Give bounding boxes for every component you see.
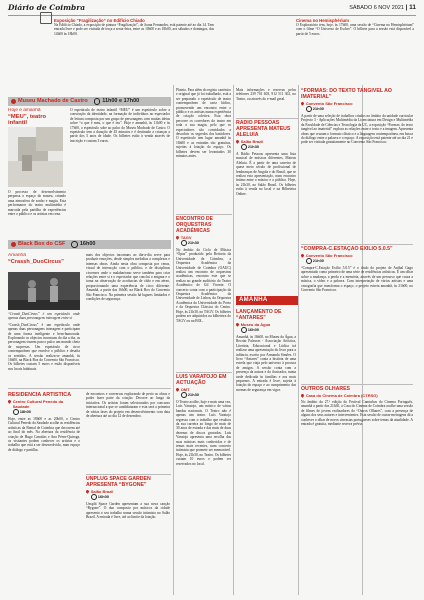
exposicao-brief [54, 18, 214, 68]
section-divider [8, 388, 171, 389]
outros-venue: Casa do Cinema de Coimbra (CTRSG) [301, 393, 413, 398]
event-bar-museu: Museu Machado de Castro 11h00 e 17h00 [8, 97, 171, 106]
cinema-text: O Exploratório tem, hoje, às 17h00, uma sessão de “Cinema no Hemisphérium” com o filme “O Universo de Escher”. O bilhete para a sessão está disponível a partir de 5 euros. [296, 23, 414, 36]
residencia-article: RESIDÊNCIA ARTÍSTICA Centro Cultural Penedo da Saudade 18h00 Hoje, entre as 18h00 e as 20h00, o Centro Cultural Penedo da Saudade acolhe as residências artísticas da Bienal de Coimbra que decorrem até ao final do mês. Na abertura da residência de criação de Hugo Canoilas e Ana Pérez-Quiroga, os visitantes podem conhecer os artistas e o trabalho que está a ser desenvolvido, num espaço de diálogo e partilha. [8, 392, 80, 452]
meu-text: O espetáculo de teatro infantil “MEU” é um espetáculo sobre a construção da identidade, na formação de indivíduos no espectador de leitura composta por um grupo de personagens com muitas ideias sobre “o que é meu, o que é teu”. Hoje e amanhã, às 11h00 e às 17h00, o espetáculo sobe ao palco do Museu Machado de Castro. O espetáculo tem a duração de 45 minutos e é destinado a crianças a partir dos 3 anos de idade. Os bilhetes estão à venda através de inscrição e custam 3 euros. [70, 108, 170, 143]
meu-text-left: O processo de desenvolvimento perpassa o espaço do museu, criando uma atmosfera de sonho e magia. Esta performance do teatro multimédia é marcada pela partilha de experiências entre o público e os artistas em cena. [8, 190, 66, 217]
clock-icon [13, 409, 19, 415]
mais-info-text: Mais informações e reservas pelos telefones 239 701 603, 912 511 302, no Teatro, ou através do e-mail geral. [236, 88, 296, 101]
circus-caption-text: “Crassh_DuoCircus” é um espetáculo onde apenas duas personagens interagem entre si “Crassh_DuoCircus” é um espetáculo onde apenas duas personagens interagem e participam de uma forma inteligente e bem-humorada. Explorando os objectos incomuns do dia a dia, as personagens trazem para o palco um mundo cheio de surpresas. Um espetáculo de circo contemporâneo que envolve o público e desafia os sentidos. A sessão realiza-se amanhã, às 16h00, na Black Box do Convento São Francisco. Os bilhetes custam 5 euros e estão disponíveis nos locais habituais. [8, 312, 80, 371]
outros-article: OUTROS OLHARES Casa do Cinema de Coimbra (CTRSG) No âmbito da 27.ª edição do Festival Caminhos do Cinema Português, amanhã a partir das 21h30, a Casa do Cinema de Coimbra acolhe uma sessão de filmes de jovens realizadores do “Outros Olhares”, com a presença de alguns dos seus autores e intervenientes. Esta sessão de curtas-metragens dá a conhecer o olhar de novos cineastas portugueses sobre temas da atualidade. A entrada é gratuita, mediante reserva prévia. [301, 386, 413, 427]
clock-icon [71, 241, 78, 248]
column-divider [298, 85, 299, 595]
location-icon [11, 242, 16, 247]
plateia-text: Plateia. Para além do registo canónico e original que já foi trabalhado, está a ser preparado o espetáculo de teatro contemporâneo de cariz lúdico, promovendo um encontro entre o público e os artistas numa experiência de criação coletiva. Esta obra percorre os corredores do teatro em toda a sua magia, pelo que os espectadores são convidados a descobrir os segredos dos bastidores. O espetáculo tem lugar amanhã às 16h00 e as entradas são gratuitas, sujeitas à lotação do espaço. Os bilhetes devem ser levantados 30 minutos antes. [176, 88, 231, 159]
compra-venue: Convento São Francisco 21h00 [301, 253, 413, 264]
formas-venue: Convento São Francisco 21h00 [301, 101, 413, 112]
location-pin-icon [176, 235, 180, 240]
cinema-brief [296, 18, 414, 78]
circus-heading: Amanhã “Crassh_DuoCircus” [8, 253, 64, 265]
section-divider [236, 118, 298, 119]
formas-article: “FORMAS: DO TEXTO TANGÍVEL AO IMATERIAL” Convento São Francisco 21h00 A partir de uma seleção de trabalhos criados no âmbito da unidade curricular Projecto 3 - Aplicações Multimédia da Licenciatura em Design e Multimédia da Faculdade de Ciências e Tecnologia da UC, a exposição “Formas: do texto tangível ao imaterial” explora as relações entre o texto e a imagem. Apresenta obras que cruzam o formato clássico e a linguagem contemporânea, em busca do diálogo entre a palavra e o espaço. A exposição está patente até ao dia 21 e pode ser visitada gratuitamente no Convento São Francisco. [301, 88, 413, 145]
masthead-logo: Diário de Coimbra [8, 3, 86, 12]
exposicao-title: Exposição “Fragilização” no Edifício Chiado [54, 18, 145, 23]
clock-icon [181, 392, 187, 398]
cinema-title: Cinema no Hemisphérium [296, 18, 350, 23]
unplug-article: UNPLUG SPACE GARDEN APRESENTA “BYGONE” Salão Brazil 16h00 Unsplit Space Garden apresentam a sua nova canção “Bygone”. O duo composto por músicos da cidade apresenta o seu trabalho numa sessão intimista no Salão Brazil. A entrada é livre, até ao limite da lotação. [86, 476, 170, 520]
residencia-text-right: de encontros e conversas explorando de perto as obras e poder fazer parte da criação. Decorre ao longo da iniciativa. Os artistas foram selecionados por concurso internacional a que se candidataram e esta será a primeira de várias fases do projeto em desenvolvimento com data de abertura até ao dia 12 de dezembro. [86, 392, 170, 419]
location-icon [11, 99, 16, 104]
masthead [8, 3, 416, 16]
meu-heading: Hoje e amanhã “MEU”, teatro infantil [8, 108, 47, 126]
column-divider [233, 85, 234, 595]
clock-icon [241, 327, 247, 333]
location-pin-icon [236, 139, 240, 144]
clock-icon [306, 258, 312, 264]
section-divider [176, 214, 232, 215]
section-divider [176, 372, 232, 373]
lancamento-venue: Museu da Água 16h00 [236, 322, 296, 333]
section-divider [301, 244, 413, 245]
column-divider [173, 85, 174, 595]
section-divider [301, 384, 413, 385]
circus-text-right: mais dos objectos incomuns ao dia-a-dia serve para produzir emoções, desde simples melodias a complexas e intensas obras. Ainda nesta obra composta por cenas, visual de interacção com o público, e de disciplinas circenses onde o malabarismo serve também para criar relações entre si e o espectador que conclui o enigma e o torna na observação de acrobacias de chão e em aéreo, proporcionando uma experiência de circo diferente. Amanhã, a partir das 16h00, na Black Box do Convento São Francisco. Na primeira sessão há lugares limitados e condições de segurança. [86, 253, 170, 302]
residencia-venue: Centro Cultural Penedo da Saudade 18h00 [8, 399, 80, 415]
luis-article: LUÍS VARATOJO EM ACTUAÇÃO OMT 21h30 O Teatro acolhe, hoje e mais uma vez, Luís Varatojo, um músico de várias bandas nacionais. O Teatro não é apenas um teatro. Luís Varatojo regressa com o trabalho que resultou da sua carreira ao longo de mais de 30 anos de estrada e das mais de duas dezenas de discos gravados. Luís Varatojo apresenta uma recolha das suas músicas mais conhecidas e de temas mais recentes, num concerto intimista que promete ser memorável. Hoje, às 21h30, no Teatro. Os bilhetes custam 10 euros e podem ser reservados no local. [176, 374, 231, 466]
event-bar-blackbox: Black Box do CSF 16h00 [8, 240, 171, 249]
clock-icon [91, 494, 97, 500]
location-pin-icon [176, 387, 180, 392]
location-pin-icon [86, 489, 90, 494]
clock-icon [241, 144, 247, 150]
location-pin-icon [301, 253, 305, 258]
location-pin-icon [301, 393, 305, 398]
clock-icon [306, 106, 312, 112]
meu-photo [8, 127, 63, 187]
section-divider [86, 474, 171, 475]
exposicao-icon [40, 12, 52, 24]
encontro-article: ENCONTRO DE ORQUESTRAS ACADÉMICAS TAGV 21h30 No âmbito do Ciclo de Música “Ópus” produzido pela Reitoria da Universidade de Coimbra, a Orquestra Académica da Universidade de Coimbra (OAUC) realiza um encontro de orquestras académicas, encontro este que se realiza no grande auditório do Teatro Académico de Gil Vicente. O concerto conta com a participação da Orquestra Académica da Universidade de Lisboa, da Orquestra Académica da Universidade do Porto e da Orquestra Clássica do Centro. Hoje, às 21h30, no TAGV. Os bilhetes podem ser adquiridos na bilheteira do TAGV ou na BOL. [176, 216, 231, 323]
exposicao-text: Na Edifício Chiado, a exposição de pintura “Fragilização”, de Joana Fernandes, está patente até ao dia 14. Tem entrada livre e pode ser visitada de terça a sexta-feira, entre as 10h00 e as 18h00, aos sábados e domingos, das 14h00 às 18h00. [54, 23, 214, 36]
clock-icon [181, 240, 187, 246]
compra-article: “COMPRA-C.ESTAÇÃO EXÍLIO 5.0.5” Convento São Francisco 21h00 “Compra-C.Estação Exílio 5.0.5” é o título do projeto de Aníbal Gago apresentado como primeiro de uma série de residências artísticas. É um olhar sobre a mudança, a perda e a memória, através de um percurso que cruza a música, o vídeo e a palavra. Com interpretação de vários artistas e uma cenografia que transforma o espaço, o projeto estreia amanhã, às 21h00, no Convento São Francisco. [301, 246, 413, 293]
radio-article: RÁDIO PESSOAS APRESENTA MATEUS ALELUIA Salão Brazil 21h30 A Rádio Pessoas apresenta uma lista musical de músicas diferentes, Mateus Aleluia. É a partir de uma carreira de quase meio século de profissional de lembranças de Angola e do Brasil, que se realiza esta apresentação, num encontro íntimo entre o músico e o público. Hoje, às 21h30, no Salão Brazil. Os bilhetes estão à venda no local e na Bilheteira Online. [236, 120, 296, 196]
masthead-date: SÁBADO 6 NOV 2021 | 11 [349, 4, 416, 11]
lancamento-article: LANÇAMENTO DE “ANTARES” Museu da Água 16h00 Amanhã, às 16h00, no Museu da Água, a Recriar Palavras - Associação Artística, Literária, Educacional e Lúdica irá realizar uma apresentação do livro para a infância, escrito por Armanda Simões. O livro “Antares” conta a história de uma estrela que viaja pelo universo à procura de amigos. A sessão conta com a presença da autora e do ilustrador, numa tarde dedicada às famílias e aos mais pequenos. A entrada é livre, sujeita à lotação do espaço e ao cumprimento das normas de segurança em vigor. [236, 309, 296, 392]
location-pin-icon [236, 322, 240, 327]
unplug-venue: Salão Brazil 16h00 [86, 489, 170, 500]
clock-icon [94, 98, 101, 105]
luis-venue: OMT 21h30 [176, 387, 231, 398]
location-pin-icon [301, 101, 305, 106]
encontro-venue: TAGV 21h30 [176, 235, 231, 246]
amanha-banner: AMANHÃ [236, 296, 298, 305]
radio-venue: Salão Brazil 21h30 [236, 139, 296, 150]
location-pin-icon [8, 399, 12, 404]
circus-photo [8, 272, 80, 310]
